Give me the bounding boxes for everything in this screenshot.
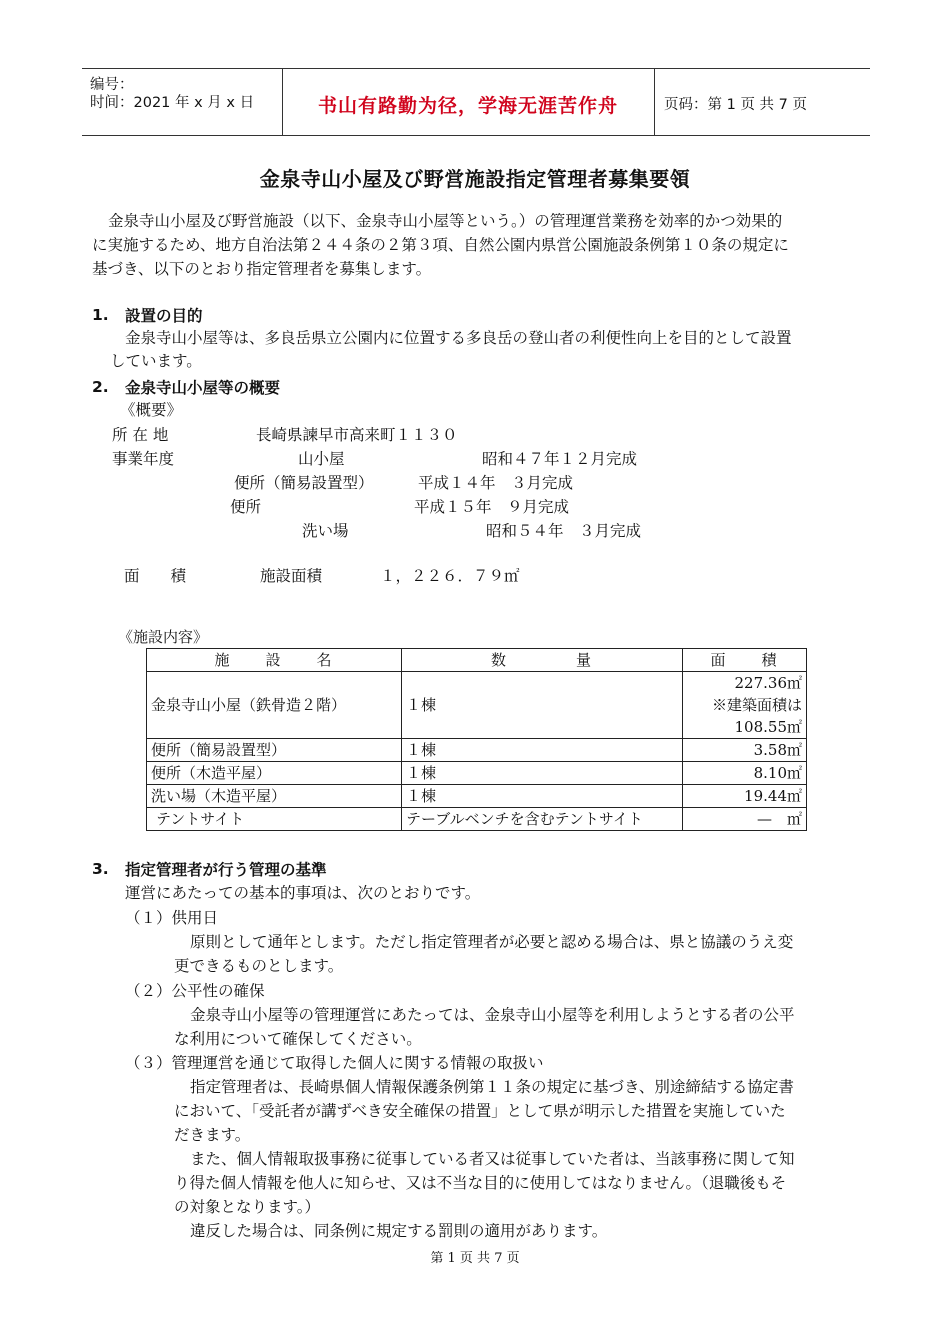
year-item-name: 便所 (230, 498, 262, 516)
table-row (147, 672, 807, 739)
facility-area-line: 108.55㎡ (734, 718, 802, 736)
table-row (147, 762, 807, 785)
overview-label: 《概要》 (120, 401, 183, 419)
section2-heading: 金泉寺山小屋等の概要 (125, 378, 281, 397)
table-header-area: 面 積 (683, 649, 807, 672)
section1-heading: 設置の目的 (125, 306, 203, 325)
year-item-value: 平成１４年 ３月完成 (418, 474, 574, 492)
section3-intro: 運営にあたっての基本的事項は、次のとおりです。 (125, 884, 481, 902)
table-row (147, 785, 807, 808)
facility-name: 便所（簡易設置型） (147, 739, 402, 762)
facility-area: 3.58㎡ (683, 739, 807, 762)
year-item-value: 昭和５４年 ３月完成 (486, 522, 642, 540)
facility-qty: １棟 (402, 672, 683, 739)
item-line: り得た個人情報を他人に知らせ、又は不当な目的に使用してはなりません。（退職後もそ (174, 1174, 787, 1192)
facility-qty: テーブルベンチを含むテントサイト (402, 808, 683, 831)
area-value: １，２２６．７９㎡ (380, 567, 520, 585)
facility-name: テントサイト (147, 808, 402, 831)
section2-number: 2. (92, 378, 109, 396)
header-number-label: 编号： (90, 77, 134, 93)
table-header-row (147, 649, 807, 672)
page-header (82, 68, 870, 136)
header-page-info: 页码：第 1 页 共 7 页 (664, 97, 807, 113)
table-header-qty: 数 量 (402, 649, 683, 672)
facility-name: 洗い場（木造平屋） (147, 785, 402, 808)
header-meta-cell (82, 69, 283, 135)
facility-qty: １棟 (402, 762, 683, 785)
year-item-value: 平成１５年 ９月完成 (414, 498, 570, 516)
year-item-name: 山小屋 (298, 450, 345, 468)
area-label: 面 積 (124, 567, 187, 585)
facility-name: 金泉寺山小屋（鉄骨造２階） (147, 672, 402, 739)
facility-area: 19.44㎡ (683, 785, 807, 808)
facility-area-note: ※建築面積は (711, 696, 802, 714)
item-label: （３）管理運営を通じて取得した個人に関する情報の取扱い (125, 1054, 544, 1072)
section3-number: 3. (92, 860, 109, 878)
location-label: 所 在 地 (112, 426, 169, 444)
item-line: 指定管理者は、長崎県個人情報保護条例第１１条の規定に基づき、別途締結する協定書 (190, 1078, 794, 1096)
intro-line-1: 金泉寺山小屋及び野営施設（以下、金泉寺山小屋等という。）の管理運営業務を効率的かつ効果的 (108, 212, 783, 230)
item-label: （２）公平性の確保 (125, 982, 265, 1000)
facility-qty: １棟 (402, 785, 683, 808)
item-label: （１）供用日 (125, 909, 219, 927)
item-line: 違反した場合は、同条例に規定する罰則の適用があります。 (190, 1222, 608, 1240)
facility-area (683, 672, 807, 739)
intro-line-3: 基づき、以下のとおり指定管理者を募集します。 (92, 260, 432, 278)
item-line: 更できるものとします。 (174, 957, 344, 975)
facility-table (146, 648, 807, 831)
section3-heading: 指定管理者が行う管理の基準 (125, 860, 327, 879)
page-footer: 第 1 页 共 7 页 (430, 1251, 520, 1266)
document-title: 金泉寺山小屋及び野営施設指定管理者募集要領 (259, 167, 691, 191)
facility-area: 8.10㎡ (683, 762, 807, 785)
year-item-value: 昭和４７年１２月完成 (482, 450, 638, 468)
item-line: 原則として通年とします。ただし指定管理者が必要と認める場合は、県と協議のうえ変 (190, 933, 794, 951)
section1-line-2: しています。 (110, 352, 202, 370)
section1-number: 1. (92, 306, 109, 324)
table-row (147, 739, 807, 762)
item-line: 金泉寺山小屋等の管理運営にあたっては、金泉寺山小屋等を利用しようとする者の公平 (190, 1006, 795, 1024)
year-label: 事業年度 (112, 450, 175, 468)
item-line: また、個人情報取扱事務に従事している者又は従事していた者は、当該事務に関して知 (190, 1150, 795, 1168)
area-name: 施設面積 (260, 567, 323, 585)
item-line: の対象となります。） (174, 1198, 321, 1216)
header-motto-cell (282, 69, 655, 135)
location-value: 長崎県諫早市高来町１１３０ (256, 426, 458, 444)
year-item-name: 便所（簡易設置型） (234, 474, 374, 492)
header-page-cell (654, 69, 870, 135)
item-line: において、「受託者が講ずべき安全確保の措置」として県が明示した措置を実施していた (174, 1102, 786, 1120)
year-item-name: 洗い場 (302, 522, 349, 540)
header-date: 时间：2021 年 x 月 x 日 (90, 95, 255, 111)
facility-label: 《施設内容》 (118, 628, 209, 646)
table-row (147, 808, 807, 831)
facility-area-line: 227.36㎡ (734, 674, 802, 692)
header-motto: 书山有路勤为径，学海无涯苦作舟 (317, 95, 618, 117)
item-line: な利用について確保してください。 (174, 1030, 422, 1048)
intro-line-2: に実施するため、地方自治法第２４４条の２第３項、自然公園内県営公園施設条例第１０条の規定に (92, 236, 789, 254)
table-header-name: 施 設 名 (147, 649, 402, 672)
facility-qty: １棟 (402, 739, 683, 762)
facility-name: 便所（木造平屋） (147, 762, 402, 785)
item-line: だきます。 (174, 1126, 251, 1144)
facility-area: — ㎡ (683, 808, 807, 831)
section1-line-1: 金泉寺山小屋等は、多良岳県立公園内に位置する多良岳の登山者の利便性向上を目的として設置 (125, 329, 792, 347)
